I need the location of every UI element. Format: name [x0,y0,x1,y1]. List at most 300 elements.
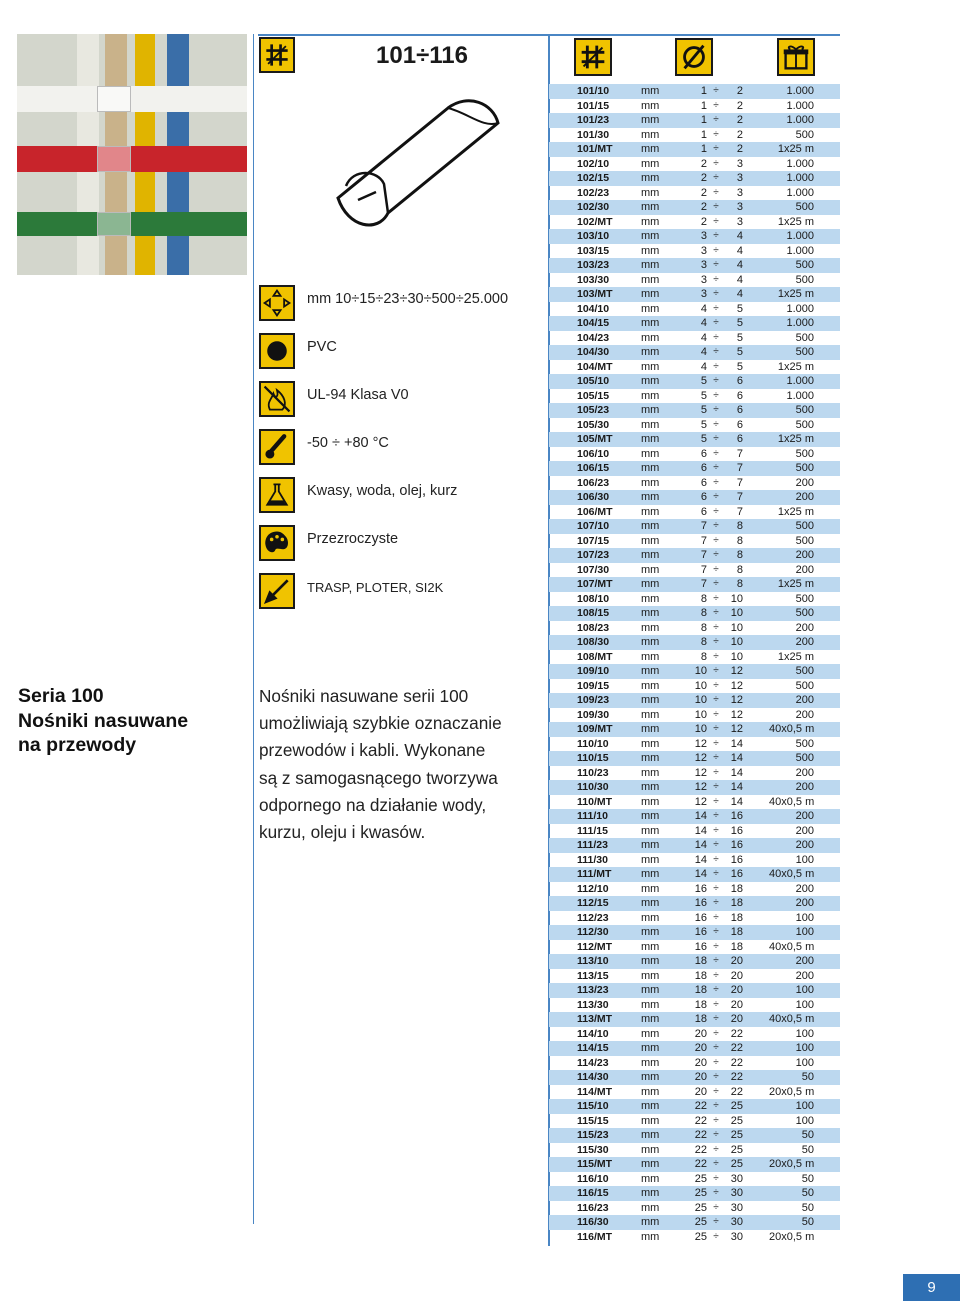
package-qty: 500 [795,679,814,692]
table-row [549,84,840,99]
product-code: 109/10 [577,665,610,677]
range-separator: ÷ [713,1201,719,1213]
table-row [549,592,840,607]
product-code: 111/MT [577,868,612,880]
diameter-to: 18 [730,882,743,895]
table-row [549,273,840,288]
range-separator: ÷ [713,984,719,995]
diameter-from: 14 [694,810,707,822]
range-separator: ÷ [713,317,719,328]
diameter-to: 18 [730,897,743,909]
diameter-to: 6 [736,404,743,416]
diameter-from: 7 [700,578,707,590]
table-row [549,1041,840,1056]
diameter-to: 22 [730,1056,743,1069]
product-code: 108/15 [577,607,610,619]
range-separator: ÷ [713,1216,719,1227]
table-row [549,969,840,984]
range-separator: ÷ [713,766,719,778]
unit: mm [641,1172,660,1185]
product-code: 107/MT [577,578,613,590]
product-code: 105/23 [577,404,610,416]
product-code: 102/MT [577,215,613,228]
diameter-from: 5 [700,375,707,387]
tube-drawing [318,88,518,238]
unit: mm [641,795,660,808]
table-row [549,954,840,969]
diameter-from: 25 [694,1201,707,1214]
unit: mm [641,317,660,329]
package-qty: 200 [795,955,814,967]
package-qty: 500 [795,418,814,431]
diameter-from: 3 [700,288,707,300]
diameter-from: 12 [694,766,707,779]
unit: mm [641,708,660,721]
diameter-to: 8 [736,534,743,547]
table-row [549,1085,840,1100]
range-separator: ÷ [713,1085,719,1097]
range-separator: ÷ [713,781,719,792]
package-qty: 50 [801,1187,814,1199]
product-code: 103/15 [577,244,610,257]
diameter-from: 1 [700,99,707,112]
diameter-to: 12 [730,723,743,735]
diameter-to: 14 [730,752,743,764]
product-code: 113/10 [577,955,609,967]
package-qty: 200 [795,708,814,721]
range-separator: ÷ [713,1100,719,1111]
product-code: 111/23 [577,839,608,851]
unit: mm [641,230,660,242]
package-qty: 500 [795,665,814,677]
diameter-to: 4 [736,244,743,257]
description-line: są z samogasnącego tworzywa [259,767,498,788]
diameter-to: 7 [736,505,743,518]
range-separator: ÷ [713,868,719,879]
table-row [549,737,840,752]
range-separator: ÷ [713,1013,719,1024]
product-code: 109/30 [577,708,610,721]
unit: mm [641,650,660,663]
unit: mm [641,1013,660,1025]
range-separator: ÷ [713,926,719,937]
diameter-from: 5 [700,404,707,416]
diameter-from: 20 [694,1027,707,1040]
flame-icon [259,381,295,417]
package-qty: 500 [795,607,814,619]
diameter-from: 8 [700,607,707,619]
product-code: 114/MT [577,1085,613,1098]
diameter-to: 30 [730,1201,743,1214]
product-code: 112/MT [577,940,613,953]
diameter-from: 10 [694,694,707,706]
product-code: 108/30 [577,636,610,648]
table-top-rule [550,34,840,36]
diameter-to: 10 [730,650,743,663]
diameter-to: 25 [730,1114,743,1127]
package-qty: 40x0,5 m [769,723,815,735]
diameter-to: 6 [736,433,743,445]
package-qty: 500 [795,128,814,141]
unit: mm [641,592,660,605]
product-code: 106/10 [577,447,610,460]
diameter-to: 8 [736,563,743,576]
product-code: 104/15 [577,317,610,329]
diameter-to: 16 [730,824,743,837]
diameter-to: 30 [730,1230,743,1243]
table-row [549,563,840,578]
range-separator: ÷ [713,824,719,836]
unit: mm [641,157,660,170]
unit: mm [641,259,660,271]
unit: mm [641,418,660,431]
range-separator: ÷ [713,389,719,401]
diameter-from: 22 [694,1158,707,1170]
diameter-to: 25 [730,1100,743,1112]
table-row [549,519,840,534]
diameter-to: 16 [730,853,743,866]
diameter-from: 8 [700,621,707,634]
product-code: 102/30 [577,201,610,213]
product-code: 104/30 [577,346,610,358]
package-qty: 1x25 m [777,143,814,155]
range-separator: ÷ [713,636,719,647]
unit: mm [641,1085,660,1098]
table-row [549,1230,840,1245]
range-separator: ÷ [713,375,719,386]
product-code: 101/15 [577,99,610,112]
diameter-from: 1 [700,143,707,155]
range-separator: ÷ [713,723,719,734]
package-qty: 1x25 m [777,215,814,228]
diameter-from: 14 [694,824,707,837]
table-row [549,1056,840,1071]
package-qty: 100 [795,853,814,866]
table-row [549,244,840,259]
diameter-to: 25 [730,1158,743,1170]
diameter-from: 6 [700,476,707,489]
diameter-to: 20 [730,969,743,982]
table-row [549,882,840,897]
product-code: 115/23 [577,1129,609,1141]
range-separator: ÷ [713,621,719,633]
package-qty: 1x25 m [777,650,814,663]
range-separator: ÷ [713,955,719,966]
product-code: 112/15 [577,897,609,909]
diameter-to: 25 [730,1143,743,1156]
diameter-from: 12 [694,781,707,793]
table-row [549,389,840,404]
package-qty: 200 [795,781,814,793]
unit: mm [641,1114,660,1127]
diameter-from: 2 [700,172,707,184]
table-row [549,1172,840,1187]
print-marker-icon [259,573,295,609]
product-code: 107/15 [577,534,610,547]
diameter-from: 16 [694,940,707,953]
code-hash-icon [574,38,612,76]
unit: mm [641,114,660,126]
diameter-from: 14 [694,853,707,866]
package-qty: 500 [795,404,814,416]
product-code: 110/10 [577,737,609,750]
product-code: 108/10 [577,592,610,605]
unit: mm [641,636,660,648]
package-qty: 200 [795,839,814,851]
diameter-to: 22 [730,1027,743,1040]
diameter-to: 8 [736,578,743,590]
range-separator: ÷ [713,650,719,662]
unit: mm [641,186,660,199]
range-separator: ÷ [713,215,719,227]
package-qty: 1.000 [786,230,814,242]
range-separator: ÷ [713,1071,719,1082]
package-qty: 100 [795,1042,814,1054]
package-qty: 200 [795,810,814,822]
table-row [549,548,840,563]
diameter-from: 5 [700,389,707,402]
unit: mm [641,302,660,315]
table-row [549,186,840,201]
diameter-to: 3 [736,201,743,213]
range-title: 101÷116 [376,42,468,69]
table-row [549,258,840,273]
table-row [549,1157,840,1172]
range-separator: ÷ [713,1129,719,1140]
diameter-from: 6 [700,505,707,518]
product-code: 103/23 [577,259,610,271]
diameter-to: 7 [736,462,743,474]
diameter-from: 25 [694,1216,707,1228]
table-row [549,200,840,215]
diameter-from: 20 [694,1071,707,1083]
unit: mm [641,897,660,909]
package-qty: 100 [795,911,814,924]
diameter-from: 12 [694,795,707,808]
package-qty: 100 [795,1027,814,1040]
unit: mm [641,940,660,953]
range-separator: ÷ [713,1042,719,1053]
diameter-to: 4 [736,288,743,300]
diameter-to: 22 [730,1085,743,1098]
diameter-to: 2 [736,143,743,155]
unit: mm [641,476,660,489]
package-qty: 50 [801,1201,814,1214]
code-hash-icon [259,37,295,73]
range-separator: ÷ [713,230,719,241]
series-line-3: na przewody [18,734,137,756]
unit: mm [641,331,660,344]
marking-text: TRASP, PLOTER, SI2K [307,580,444,595]
diameter-to: 2 [736,85,743,97]
diameter-to: 30 [730,1187,743,1199]
unit: mm [641,723,660,735]
unit: mm [641,447,660,460]
diameter-to: 8 [736,520,743,532]
diameter-from: 2 [700,215,707,228]
material-text: PVC [307,339,337,355]
diameter-from: 10 [694,665,707,677]
diameter-from: 8 [700,636,707,648]
diameter-from: 22 [694,1129,707,1141]
resistance-text: Kwasy, woda, olej, kurz [307,483,458,499]
package-qty: 20x0,5 m [769,1085,815,1098]
range-separator: ÷ [713,1187,719,1198]
diameter-from: 2 [700,201,707,213]
product-code: 102/10 [577,157,610,170]
diameter-from: 6 [700,447,707,460]
unit: mm [641,955,660,967]
product-code: 114/30 [577,1071,609,1083]
description-line: umożliwiają szybkie oznaczanie [259,713,502,734]
diameter-to: 3 [736,172,743,184]
table-row [549,679,840,694]
unit: mm [641,621,660,634]
package-qty: 100 [795,926,814,938]
diameter-to: 12 [730,694,743,706]
unit: mm [641,375,660,387]
material-dot-icon [259,333,295,369]
range-separator: ÷ [713,578,719,589]
product-code: 110/MT [577,795,613,808]
product-code: 104/23 [577,331,610,344]
product-code: 105/30 [577,418,610,431]
package-qty: 50 [801,1216,814,1228]
unit: mm [641,1158,660,1170]
unit: mm [641,1071,660,1083]
table-row [549,287,840,302]
table-row [549,99,840,114]
range-separator: ÷ [713,534,719,546]
package-qty: 200 [795,694,814,706]
diameter-to: 3 [736,186,743,199]
range-separator: ÷ [713,491,719,502]
package-qty: 1.000 [786,99,814,112]
package-gift-icon [777,38,815,76]
unit: mm [641,273,660,286]
diameter-from: 3 [700,230,707,242]
table-row [549,345,840,360]
package-qty: 1x25 m [777,288,814,300]
product-code: 115/30 [577,1143,609,1156]
unit: mm [641,360,660,373]
unit: mm [641,1230,660,1243]
table-row [549,1114,840,1129]
diameter-from: 4 [700,346,707,358]
product-code: 106/15 [577,462,610,474]
unit: mm [641,694,660,706]
unit: mm [641,781,660,793]
diameter-to: 25 [730,1129,743,1141]
range-separator: ÷ [713,288,719,299]
series-line-2: Nośniki nasuwane [18,709,189,732]
package-qty: 40x0,5 m [769,868,815,880]
table-row [549,1128,840,1143]
range-separator: ÷ [713,186,719,198]
table-row [549,708,840,723]
diameter-to: 2 [736,128,743,141]
diameter-to: 5 [736,302,743,315]
package-qty: 200 [795,563,814,576]
diameter-from: 10 [694,723,707,735]
diameter-from: 6 [700,491,707,503]
diameter-from: 6 [700,462,707,474]
unit: mm [641,665,660,677]
package-qty: 200 [795,897,814,909]
unit: mm [641,1027,660,1040]
range-separator: ÷ [713,549,719,560]
table-row [549,490,840,505]
temperature-text: -50 ÷ +80 °C [307,435,389,451]
unit: mm [641,1216,660,1228]
diameter-from: 16 [694,897,707,909]
unit: mm [641,433,660,445]
product-code: 101/30 [577,128,610,141]
package-qty: 200 [795,491,814,503]
package-qty: 200 [795,824,814,837]
product-code: 105/15 [577,389,610,402]
unit: mm [641,505,660,518]
product-code: 115/MT [577,1158,613,1170]
diameter-from: 14 [694,868,707,880]
range-separator: ÷ [713,520,719,531]
diameter-to: 5 [736,346,743,358]
table-row [549,838,840,853]
diameter-from: 16 [694,911,707,924]
diameter-to: 10 [730,607,743,619]
range-separator: ÷ [713,940,719,952]
table-row [549,534,840,549]
product-code: 109/23 [577,694,610,706]
unit: mm [641,868,660,880]
product-code: 113/15 [577,969,609,982]
range-separator: ÷ [713,911,719,923]
range-separator: ÷ [713,810,719,821]
product-code: 116/23 [577,1201,609,1214]
diameter-to: 8 [736,549,743,561]
diameter-from: 2 [700,186,707,199]
range-separator: ÷ [713,795,719,807]
chemical-resistance-icon [259,477,295,513]
diameter-to: 14 [730,795,743,808]
diameter-from: 18 [694,984,707,996]
unit: mm [641,969,660,982]
diameter-from: 3 [700,244,707,257]
unit: mm [641,839,660,851]
diameter-from: 7 [700,534,707,547]
package-qty: 50 [801,1129,814,1141]
unit: mm [641,1100,660,1112]
package-qty: 40x0,5 m [769,795,815,808]
table-row [549,447,840,462]
diameter-to: 18 [730,926,743,938]
diameter-from: 18 [694,955,707,967]
diameter-to: 16 [730,839,743,851]
diameter-from: 5 [700,418,707,431]
package-qty: 1.000 [786,157,814,170]
range-separator: ÷ [713,85,719,96]
table-row [549,1027,840,1042]
range-separator: ÷ [713,462,719,473]
range-separator: ÷ [713,331,719,343]
product-code: 111/10 [577,810,608,822]
package-qty: 500 [795,462,814,474]
table-row [549,1012,840,1027]
unit: mm [641,607,660,619]
diameter-from: 7 [700,520,707,532]
product-code: 101/MT [577,143,613,155]
diameter-to: 2 [736,114,743,126]
